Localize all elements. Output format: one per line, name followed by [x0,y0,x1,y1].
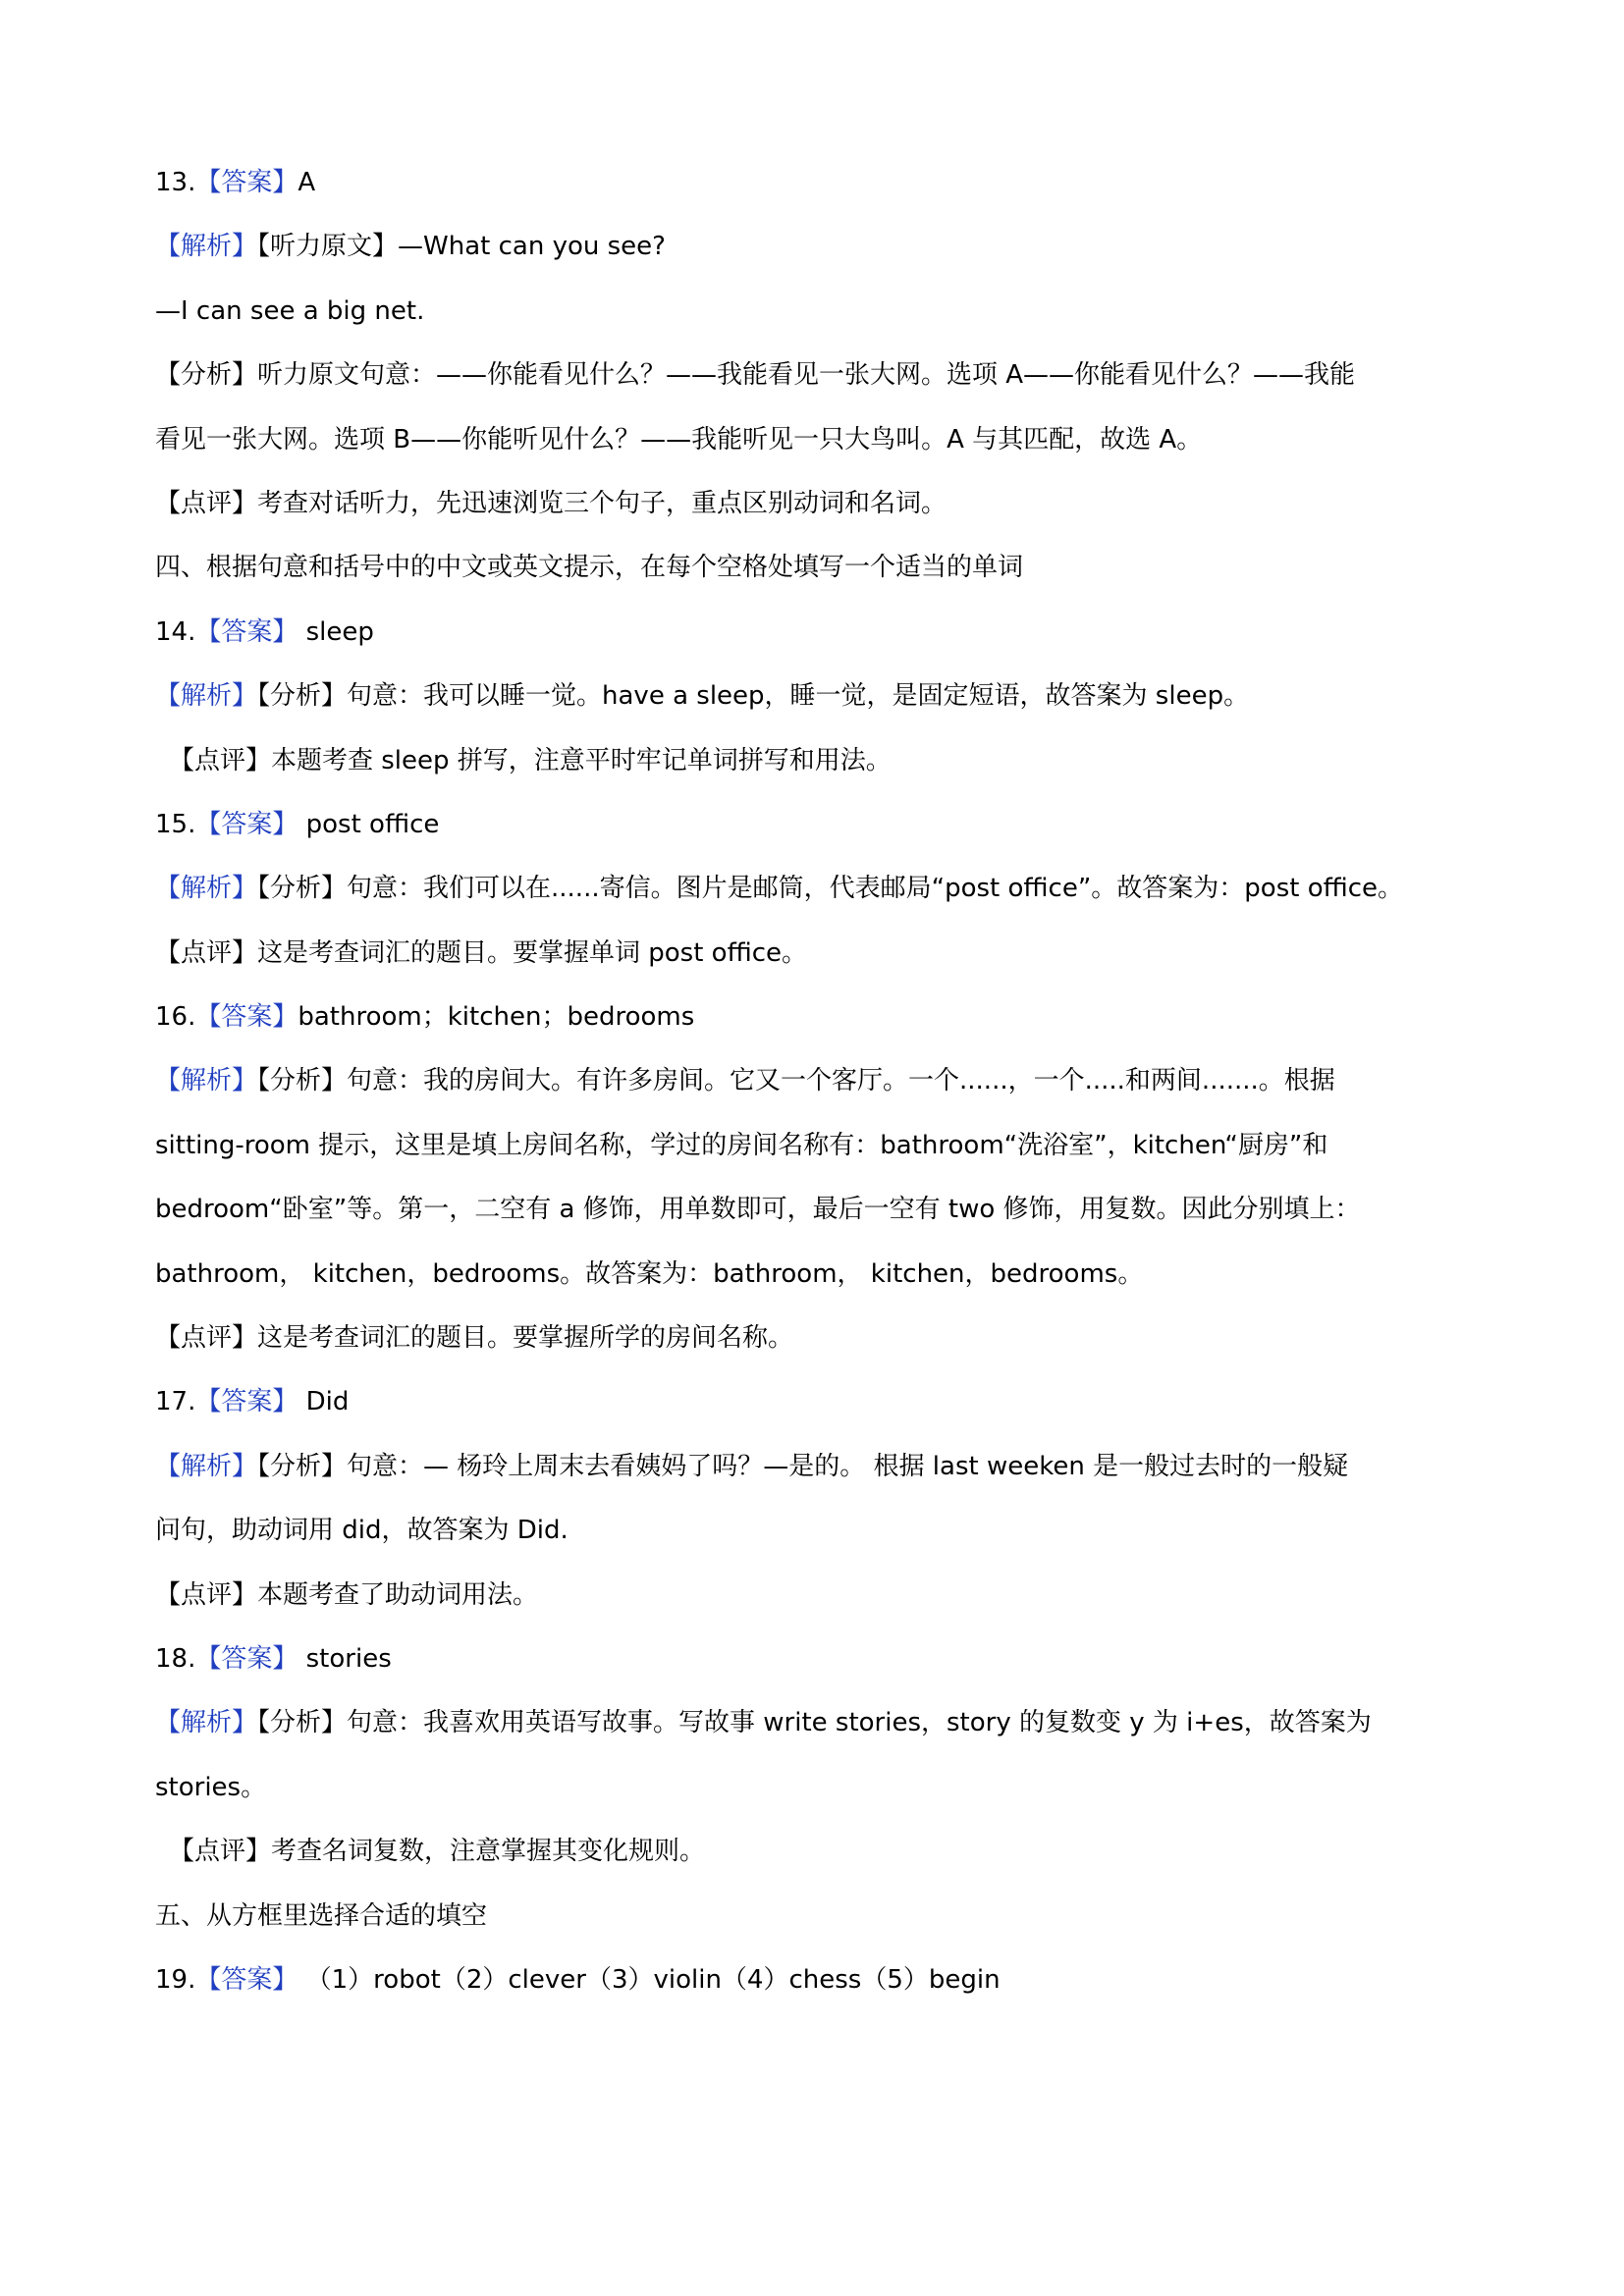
answer-page [155,165,1490,2026]
text-line [155,871,1490,906]
text-line [155,807,1490,842]
text-line [155,1513,1490,1548]
section-tag: 【解析】 [155,232,258,262]
text-line [155,1962,1490,1998]
text-line [155,1063,1490,1098]
text-line [155,165,1490,200]
text-line [155,294,1490,329]
line-text: 看见一张大网。选项 B——你能听见什么？——我能听见一只大鸟叫。A 与其匹配，故选 A。 [155,424,1203,454]
text-line [155,743,1490,778]
line-text: Did [298,1387,350,1417]
section-tag: 【答案】 [195,616,298,647]
section-tag: 【解析】 [155,874,258,904]
section-tag: 【答案】 [195,1387,298,1417]
line-text: —I can see a big net. [155,295,425,326]
line-text: 五、从方框里选择合适的填空 [155,1900,488,1931]
section-tag: 【答案】 [195,809,298,839]
line-text: 四、根据句意和括号中的中文或英文提示，在每个空格处填写一个适当的单词 [155,553,1024,583]
line-text: 17. [155,1387,196,1417]
section-tag: 【解析】 [155,681,258,712]
line-text: 【分析】句意：我的房间大。有许多房间。它又一个客厅。一个......，一个.....和两间.......。根据 [257,1066,1335,1096]
line-text: 19. [155,1964,196,1995]
line-text: 【分析】句意：我可以睡一觉。have a sleep，睡一觉，是固定短语，故答案为 sleep。 [257,681,1250,712]
text-line [155,1128,1490,1163]
line-text: stories [298,1643,392,1674]
line-text: （1）robot（2）clever（3）violin（4）chess（5）begin [298,1964,1001,1995]
line-text: post office [298,809,440,839]
section-tag: 【答案】 [195,1643,298,1674]
line-text: bedroom“卧室”等。第一，二空有 a 修饰，用单数即可，最后一空有 two 修饰，用复数。因此分别填上： [155,1195,1361,1225]
line-text: sitting-room 提示，这里是填上房间名称，学过的房间名称有：bathroom“洗浴室”，kitchen“厨房”和 [155,1130,1328,1160]
line-text: sleep [298,616,374,647]
text-line [155,422,1490,457]
text-line [155,999,1490,1035]
text-line [155,1449,1490,1484]
text-line [155,1705,1490,1740]
text-line [155,229,1490,264]
text-line [155,1256,1490,1292]
line-text: 【分析】句意：我们可以在......寄信。图片是邮筒，代表邮局“post office”。故答案为：post office。 [257,874,1404,904]
text-line [155,678,1490,714]
line-text: 问句，助动词用 did，故答案为 Did. [155,1516,568,1546]
text-line [155,550,1490,585]
line-text: 【听力原文】—What can you see? [257,232,666,262]
line-text: 【分析】听力原文句意：——你能看见什么？——我能看见一张大网。选项 A——你能看见什么？——我能 [155,360,1356,391]
section-tag: 【解析】 [155,1708,258,1738]
text-line [155,1192,1490,1227]
line-text: 16. [155,1002,196,1033]
line-text: 【点评】这是考查词汇的题目。要掌握所学的房间名称。 [155,1323,794,1354]
text-line [155,935,1490,971]
line-text: 【点评】这是考查词汇的题目。要掌握单词 post office。 [155,937,808,968]
text-line [155,1834,1490,1869]
text-line [155,486,1490,521]
line-text: stories。 [155,1772,267,1802]
line-text: 【点评】本题考查 sleep 拼写，注意平时牢记单词拼写和用法。 [169,745,892,775]
line-text: 15. [155,809,196,839]
section-tag: 【答案】 [195,1002,298,1033]
text-line [155,1320,1490,1356]
line-text: bathroom， kitchen，bedrooms。故答案为：bathroom， kitchen，bedrooms。 [155,1258,1144,1289]
line-text: 18. [155,1643,196,1674]
text-line [155,1898,1490,1934]
section-tag: 【答案】 [195,168,298,197]
line-text: 【点评】本题考查了助动词用法。 [155,1579,539,1610]
text-line [155,1577,1490,1613]
section-tag: 【解析】 [155,1451,258,1481]
text-line [155,1384,1490,1419]
section-tag: 【答案】 [195,1964,298,1995]
text-line [155,1770,1490,1805]
line-text: 【点评】考查对话听力，先迅速浏览三个句子，重点区别动词和名词。 [155,488,947,518]
line-text: 【点评】考查名词复数，注意掌握其变化规则。 [169,1837,706,1867]
line-text: 【分析】句意：— 杨玲上周末去看姨妈了吗？—是的。 根据 last weeken 是一般过去时的一般疑 [257,1451,1349,1481]
text-line [155,614,1490,650]
line-text: 14. [155,616,196,647]
line-text: bathroom；kitchen；bedrooms [298,1002,695,1033]
text-line [155,1641,1490,1677]
line-text: 【分析】句意：我喜欢用英语写故事。写故事 write stories，story 的复数变 y 为 i+es，故答案为 [257,1708,1372,1738]
section-tag: 【解析】 [155,1066,258,1096]
line-text: 13. [155,168,196,197]
text-line [155,357,1490,393]
line-text: A [298,168,316,197]
